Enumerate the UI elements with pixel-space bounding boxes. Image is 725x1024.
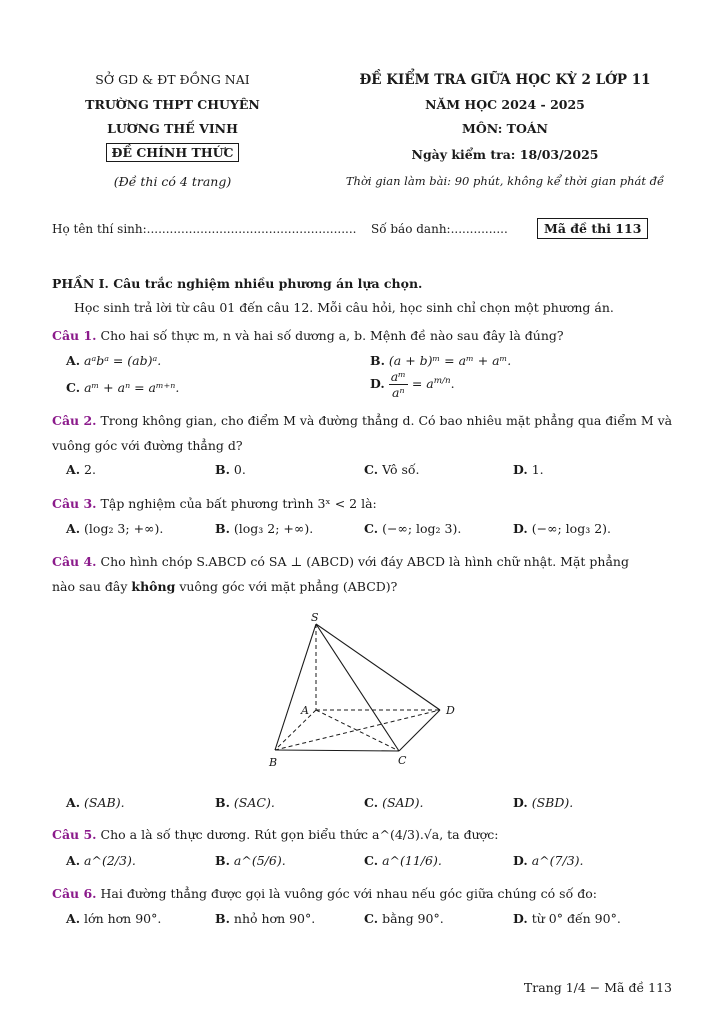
question-2-text-line2: vuông góc với đường thẳng d? <box>52 438 243 453</box>
q4-option-a-text: (SAB). <box>84 795 125 810</box>
q5-option-d[interactable] <box>513 853 584 868</box>
q2-option-d-label: D. <box>513 462 528 477</box>
q3-option-c-text: (−∞; log₂ 3). <box>382 521 462 536</box>
q4-option-c[interactable] <box>364 795 423 810</box>
vertex-label-b: B <box>269 756 278 769</box>
vertex-label-a: A <box>301 704 309 717</box>
q1-option-b-text: (a + b)ᵐ = aᵐ + aᵐ. <box>388 353 512 368</box>
q6-option-a-text: lớn hơn 90°. <box>84 911 162 926</box>
school-name-line2: LƯƠNG THẾ VINH <box>107 121 238 136</box>
q1-option-d-denominator: aⁿ <box>392 385 405 400</box>
question-1-text: Cho hai số thực m, n và hai số dương a, b. Mệnh đề nào sau đây là đúng? <box>100 328 564 343</box>
q4-option-c-label: C. <box>364 795 379 810</box>
q4-option-a-label: A. <box>66 795 81 810</box>
q6-option-a[interactable] <box>66 911 161 926</box>
vertex-label-s: S <box>311 611 319 624</box>
question-3-label: Câu 3. <box>52 496 97 511</box>
q6-option-c[interactable] <box>364 911 444 926</box>
question-5 <box>52 827 498 842</box>
question-6-text: Hai đường thẳng được gọi là vuông góc với nhau nếu góc giữa chúng có số đo: <box>100 886 597 901</box>
q4-option-b-text: (SAC). <box>233 795 275 810</box>
q1-option-d-exponent: m/n <box>433 375 451 386</box>
q6-option-b-text: nhỏ hơn 90°. <box>233 911 316 926</box>
q1-option-a-text: aᵃbᵃ = (ab)ᵃ. <box>84 353 162 368</box>
q5-option-b-label: B. <box>215 853 230 868</box>
exam-date: Ngày kiểm tra: 18/03/2025 <box>411 147 599 162</box>
official-badge: ĐỀ CHÍNH THỨC <box>106 143 240 162</box>
question-5-text: Cho a là số thực dương. Rút gọn biểu thức a^(4/3).√a, ta được: <box>100 827 499 842</box>
student-id-field: Số báo danh:............... <box>371 222 508 236</box>
edge-SD <box>316 624 440 710</box>
q2-option-a-text: 2. <box>84 462 96 477</box>
q3-option-a-text: (log₂ 3; +∞). <box>84 521 164 536</box>
q5-option-a-label: A. <box>66 853 81 868</box>
q1-option-a-label: A. <box>66 353 81 368</box>
q6-option-b-label: B. <box>215 911 230 926</box>
subject: MÔN: TOÁN <box>462 121 548 136</box>
q6-option-b[interactable] <box>215 911 315 926</box>
q5-option-c-label: C. <box>364 853 379 868</box>
edge-CD <box>399 710 440 751</box>
q4-option-b[interactable] <box>215 795 275 810</box>
section-instruction: Học sinh trả lời từ câu 01 đến câu 12. Mỗi câu hỏi, học sinh chỉ chọn một phương án. <box>74 300 614 315</box>
q5-option-d-label: D. <box>513 853 528 868</box>
q4-option-d-label: D. <box>513 795 528 810</box>
exam-code-badge: Mã đề thi 113 <box>537 218 648 239</box>
q1-option-d-numerator: aᵐ <box>390 369 406 384</box>
student-name-field: Họ tên thí sinh:....................................................... <box>52 222 357 236</box>
q5-option-b-text: a^(5/6). <box>233 853 286 868</box>
question-4-text-line2-pre: nào sau đây <box>52 579 128 594</box>
edge-SC <box>316 624 399 751</box>
question-4-text-line2-post: vuông góc với mặt phẳng (ABCD)? <box>179 579 398 594</box>
q1-option-d[interactable]: D. $\frac{\text{aᵐ}}{\text{aⁿ}}$ = $a^{m/n}$. <box>370 369 455 400</box>
edge-BC <box>275 750 399 751</box>
q2-option-d-text: 1. <box>531 462 544 477</box>
q2-option-c-label: C. <box>364 462 379 477</box>
q4-option-a[interactable] <box>66 795 125 810</box>
exam-title: ĐỀ KIỂM TRA GIỮA HỌC KỲ 2 LỚP 11 <box>359 72 651 88</box>
question-4-label: Câu 4. <box>52 554 97 569</box>
q5-option-c-text: a^(11/6). <box>382 853 442 868</box>
school-name-line1: TRƯỜNG THPT CHUYÊN <box>85 97 260 112</box>
q3-option-a-label: A. <box>66 521 81 536</box>
school-year: NĂM HỌC 2024 - 2025 <box>425 97 585 112</box>
section-title: PHẦN I. Câu trắc nghiệm nhiều phương án lựa chọn. <box>52 276 423 291</box>
q1-option-d-tail: = a <box>411 376 434 391</box>
q4-option-d-text: (SBD). <box>531 795 574 810</box>
question-2-label: Câu 2. <box>52 413 97 428</box>
q3-option-b-text: (log₃ 2; +∞). <box>233 521 314 536</box>
question-2-text-line1: Trong không gian, cho điểm M và đường thẳng d. Có bao nhiêu mặt phẳng qua điểm M và <box>100 413 673 428</box>
question-4-emphasis: không <box>131 579 176 594</box>
q3-option-d-text: (−∞; log₃ 2). <box>531 521 611 536</box>
question-5-label: Câu 5. <box>52 827 97 842</box>
q5-option-b[interactable] <box>215 853 286 868</box>
diagonal-BD <box>275 710 440 750</box>
q1-option-c-label: C. <box>66 380 81 395</box>
q5-option-a-text: a^(2/3). <box>84 853 136 868</box>
q5-option-d-text: a^(7/3). <box>531 853 584 868</box>
q1-option-d-label: D. <box>370 376 385 391</box>
page-footer: Trang 1/4 − Mã đề 113 <box>523 980 672 995</box>
q5-option-c[interactable] <box>364 853 442 868</box>
q4-option-b-label: B. <box>215 795 230 810</box>
q2-option-b-label: B. <box>215 462 230 477</box>
q3-option-c-label: C. <box>364 521 379 536</box>
q6-option-c-label: C. <box>364 911 379 926</box>
edge-SB <box>275 624 316 750</box>
vertex-label-d: D <box>446 704 455 717</box>
q6-option-c-text: bằng 90°. <box>382 911 444 926</box>
vertex-label-c: C <box>398 754 407 767</box>
q3-option-b-label: B. <box>215 521 230 536</box>
time-note: Thời gian làm bài: 90 phút, không kể thời gian phát đề <box>345 174 665 188</box>
q1-option-c-text: aᵐ + aⁿ = aᵐ⁺ⁿ. <box>84 380 180 395</box>
department-name: SỞ GD & ĐT ĐỒNG NAI <box>95 72 250 87</box>
q2-option-a-label: A. <box>66 462 81 477</box>
q2-option-c-text: Vô số. <box>382 462 420 477</box>
q6-option-d[interactable] <box>513 911 621 926</box>
question-3-text: Tập nghiệm của bất phương trình 3ˣ < 2 là: <box>100 496 377 511</box>
q3-option-d-label: D. <box>513 521 528 536</box>
q4-option-c-text: (SAD). <box>382 795 424 810</box>
question-6 <box>52 886 597 901</box>
q4-option-d[interactable] <box>513 795 573 810</box>
question-1-label: Câu 1. <box>52 328 97 343</box>
pages-note: (Đề thi có 4 trang) <box>113 174 232 189</box>
question-4-text-line1: Cho hình chóp S.ABCD có SA ⊥ (ABCD) với đáy ABCD là hình chữ nhật. Mặt phẳng <box>100 554 629 569</box>
q5-option-a[interactable] <box>66 853 136 868</box>
q1-option-b-label: B. <box>370 353 385 368</box>
q6-option-d-label: D. <box>513 911 528 926</box>
question-6-label: Câu 6. <box>52 886 97 901</box>
q6-option-d-text: từ 0° đến 90°. <box>531 911 621 926</box>
q2-option-b-text: 0. <box>233 462 246 477</box>
q6-option-a-label: A. <box>66 911 81 926</box>
